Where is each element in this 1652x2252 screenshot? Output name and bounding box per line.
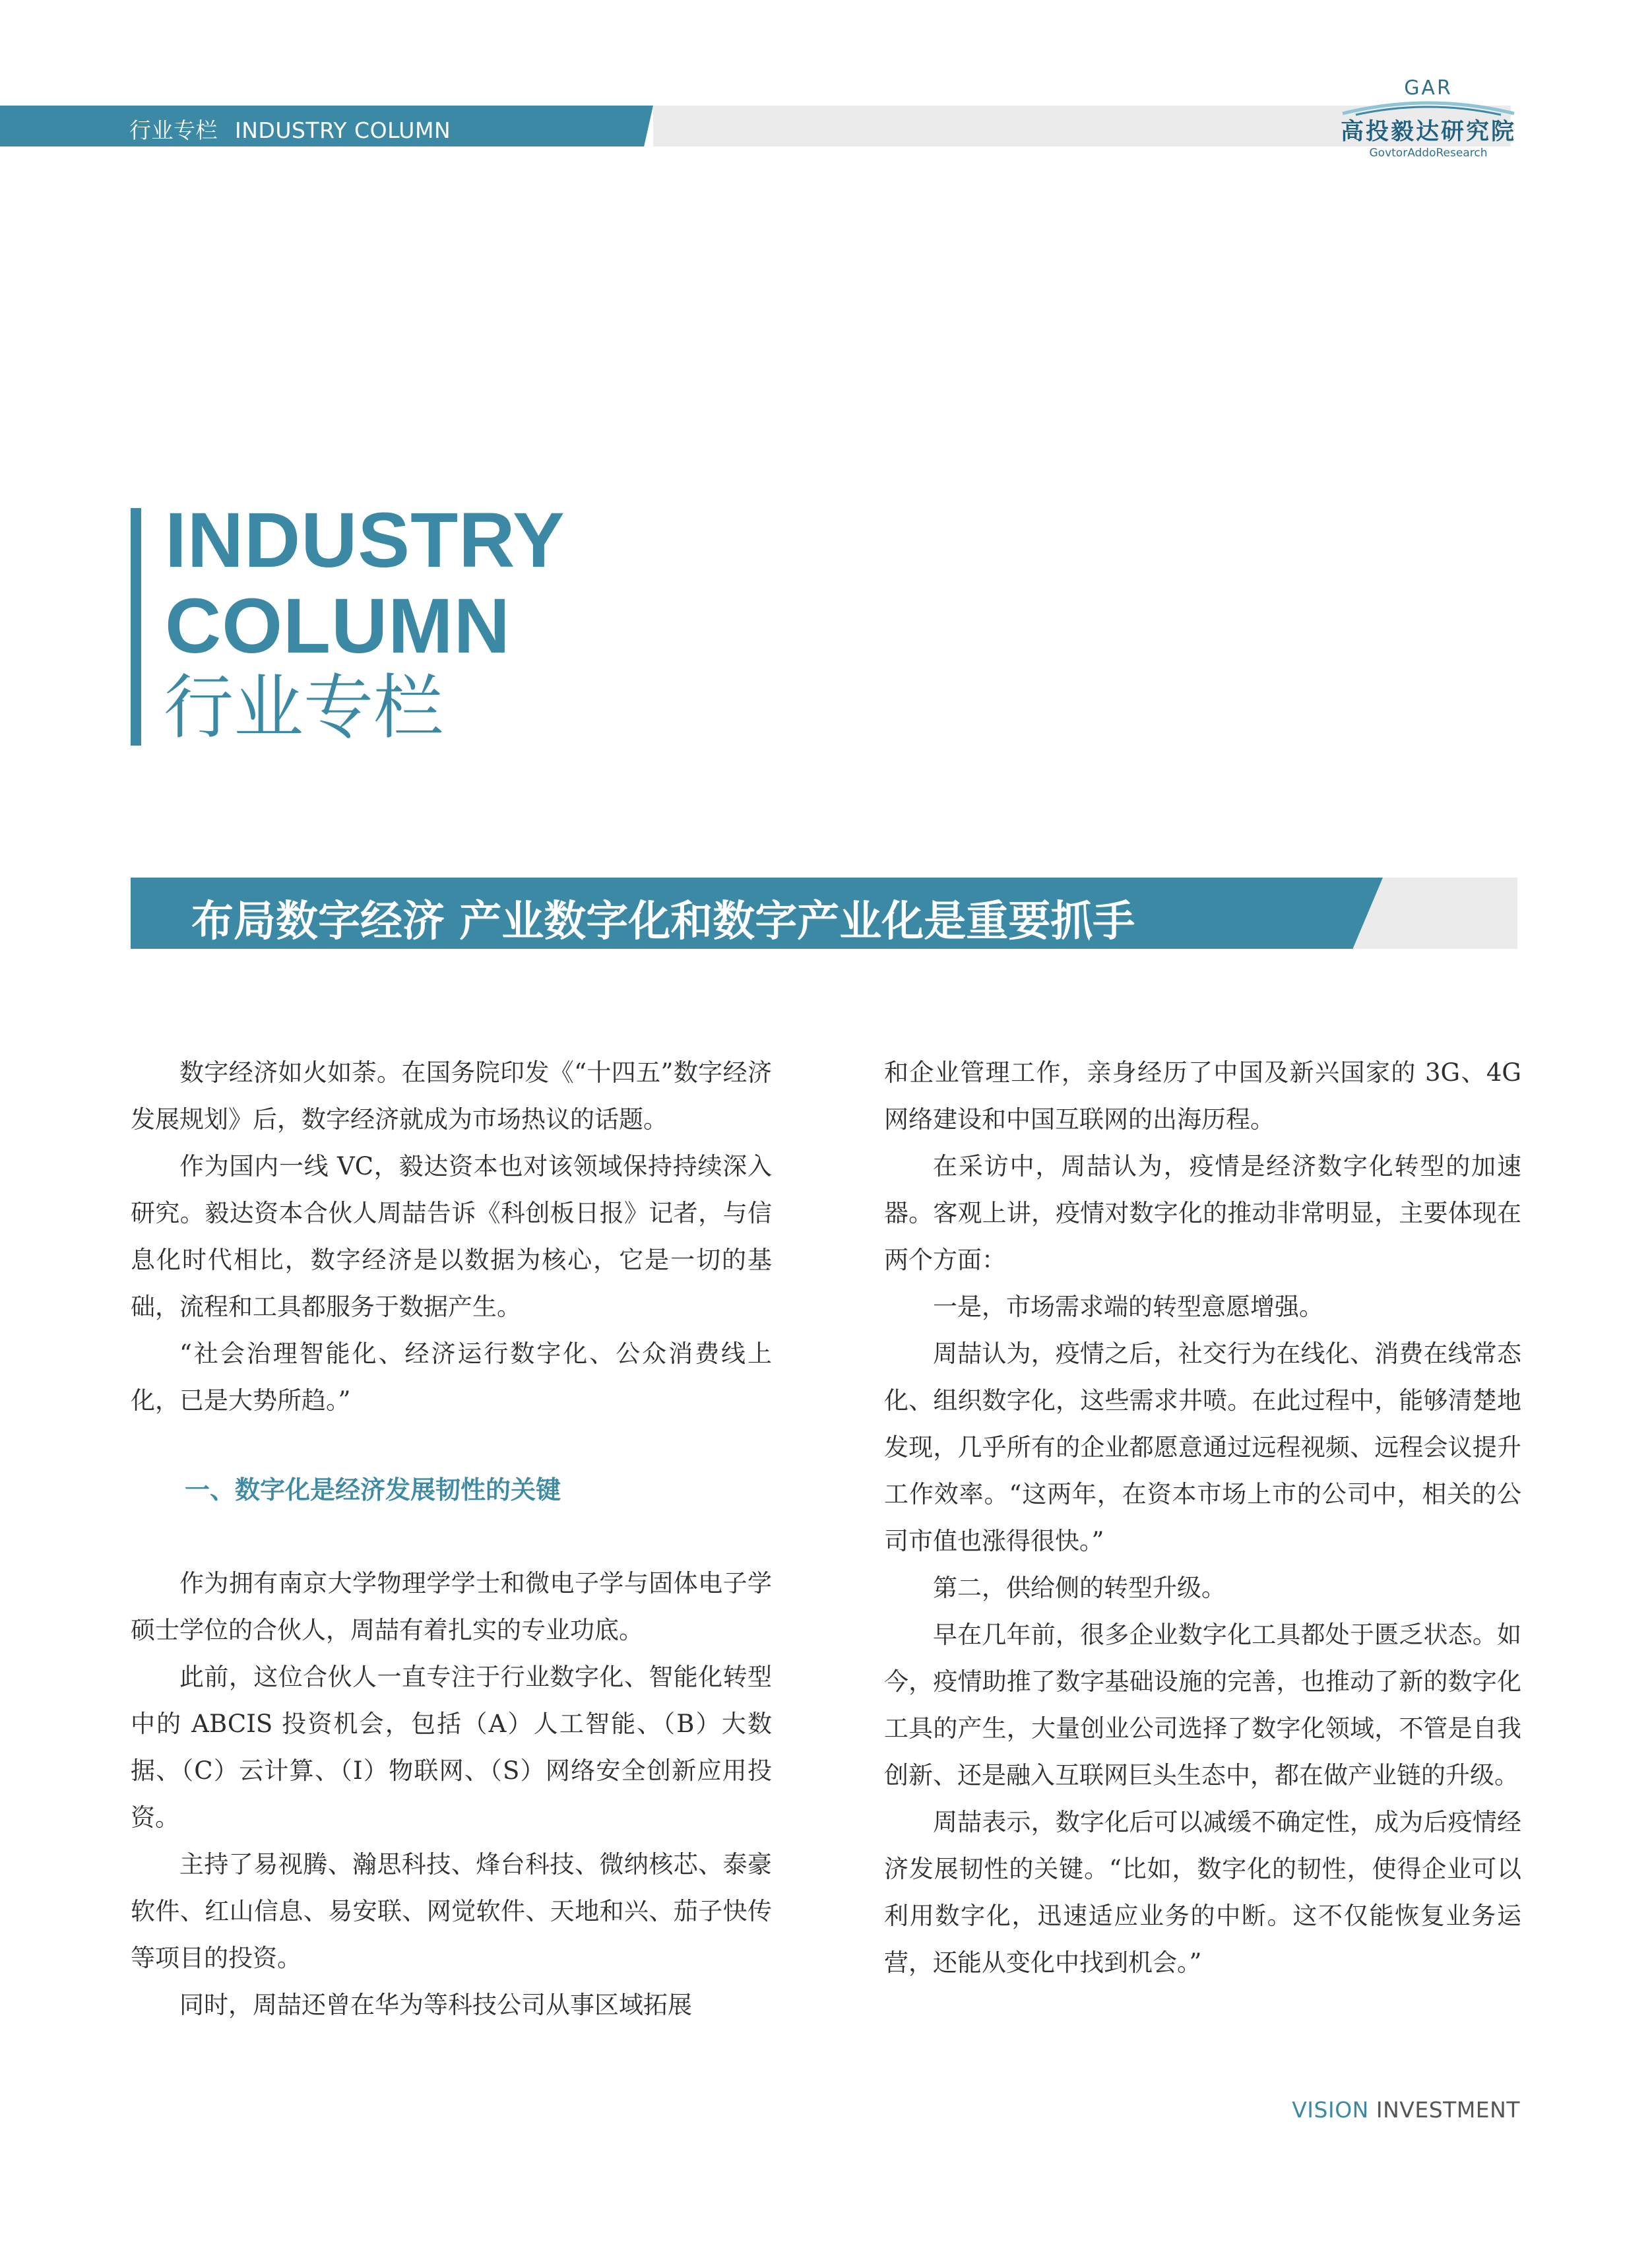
paragraph: 主持了易视腾、瀚思科技、烽台科技、微纳核芯、泰豪软件、红山信息、易安联、网觉软件、天地和兴、茄子快传等项目的投资。 <box>131 1850 772 1972</box>
paragraph: 作为拥有南京大学物理学学士和微电子学与固体电子学硕士学位的合伙人，周喆有着扎实的专业功底。 <box>131 1569 772 1644</box>
header-column-cn: 行业专栏 <box>129 117 218 143</box>
article-left-column <box>131 1049 772 2028</box>
gar-logo <box>1313 73 1544 165</box>
header-column-en: INDUSTRY COLUMN <box>235 117 451 143</box>
paragraph: 数字经济如火如荼。在国务院印发《“十四五”数字经济发展规划》后，数字经济就成为市场热议的话题。 <box>131 1058 772 1134</box>
section-heading: 一、数字化是经济发展韧性的关键 <box>185 1475 561 1504</box>
section-title-en-line1: INDUSTRY <box>165 497 565 584</box>
footer-brand-vision: VISION <box>1292 2097 1369 2123</box>
paragraph-continued: 和企业管理工作，亲身经历了中国及新兴国家的 3G、4G 网络建设和中国互联网的出海历程。 <box>884 1058 1521 1134</box>
section-title-en-line2: COLUMN <box>165 583 511 670</box>
paragraph: “社会治理智能化、经济运行数字化、公众消费线上化，已是大势所趋。” <box>131 1339 772 1415</box>
paragraph: 早在几年前，很多企业数字化工具都处于匮乏状态。如今，疫情助推了数字基础设施的完善，也推动了新的数字化工具的产生，大量创业公司选择了数字化领域，不管是自我创新、还是融入互联网巨头生态中，都在做产业链的升级。 <box>884 1621 1521 1789</box>
paragraph: 在采访中，周喆认为，疫情是经济数字化转型的加速器。客观上讲，疫情对数字化的推动非常明显，主要体现在两个方面： <box>884 1152 1521 1274</box>
footer-brand-investment: INVESTMENT <box>1376 2097 1520 2123</box>
logo-name-en: GovtorAddoResearch <box>1369 146 1488 160</box>
logo-name-cn: 高投毅达研究院 <box>1340 119 1516 145</box>
paragraph: 此前，这位合伙人一直专注于行业数字化、智能化转型中的 ABCIS 投资机会，包括（A）人工智能、（B）大数据、（C）云计算、（I）物联网、（S）网络安全创新应用投资。 <box>131 1663 772 1832</box>
article-title: 布局数字经济 产业数字化和数字产业化是重要抓手 <box>191 897 1135 946</box>
title-vertical-bar <box>131 508 141 746</box>
logo-abbr: GAR <box>1404 77 1453 100</box>
paragraph: 一是，市场需求端的转型意愿增强。 <box>933 1293 1323 1321</box>
paragraph: 周喆表示，数字化后可以减缓不确定性，成为后疫情经济发展韧性的关键。“比如，数字化的韧性，使得企业可以利用数字化，迅速适应业务的中断。这不仅能恢复业务运营，还能从变化中找到机会。” <box>884 1808 1521 1977</box>
header-column-label <box>129 113 451 145</box>
paragraph: 第二，供给侧的转型升级。 <box>933 1574 1226 1602</box>
paragraph: 周喆认为，疫情之后，社交行为在线化、消费在线常态化、组织数字化，这些需求井喷。在此过程中，能够清楚地发现，几乎所有的企业都愿意通过远程视频、远程会议提升工作效率。“这两年，在资本市场上市的公司中，相关的公司市值也涨得很快。” <box>884 1339 1521 1555</box>
paragraph: 作为国内一线 VC，毅达资本也对该领域保持持续深入研究。毅达资本合伙人周喆告诉《科创板日报》记者，与信息化时代相比，数字经济是以数据为核心，它是一切的基础，流程和工具都服务于数据产生。 <box>131 1152 772 1321</box>
article-right-column <box>884 1049 1521 1986</box>
section-title-cn: 行业专栏 <box>164 667 443 748</box>
paragraph: 同时，周喆还曾在华为等科技公司从事区域拓展 <box>179 1991 692 2019</box>
footer-brand <box>1292 2097 1520 2123</box>
